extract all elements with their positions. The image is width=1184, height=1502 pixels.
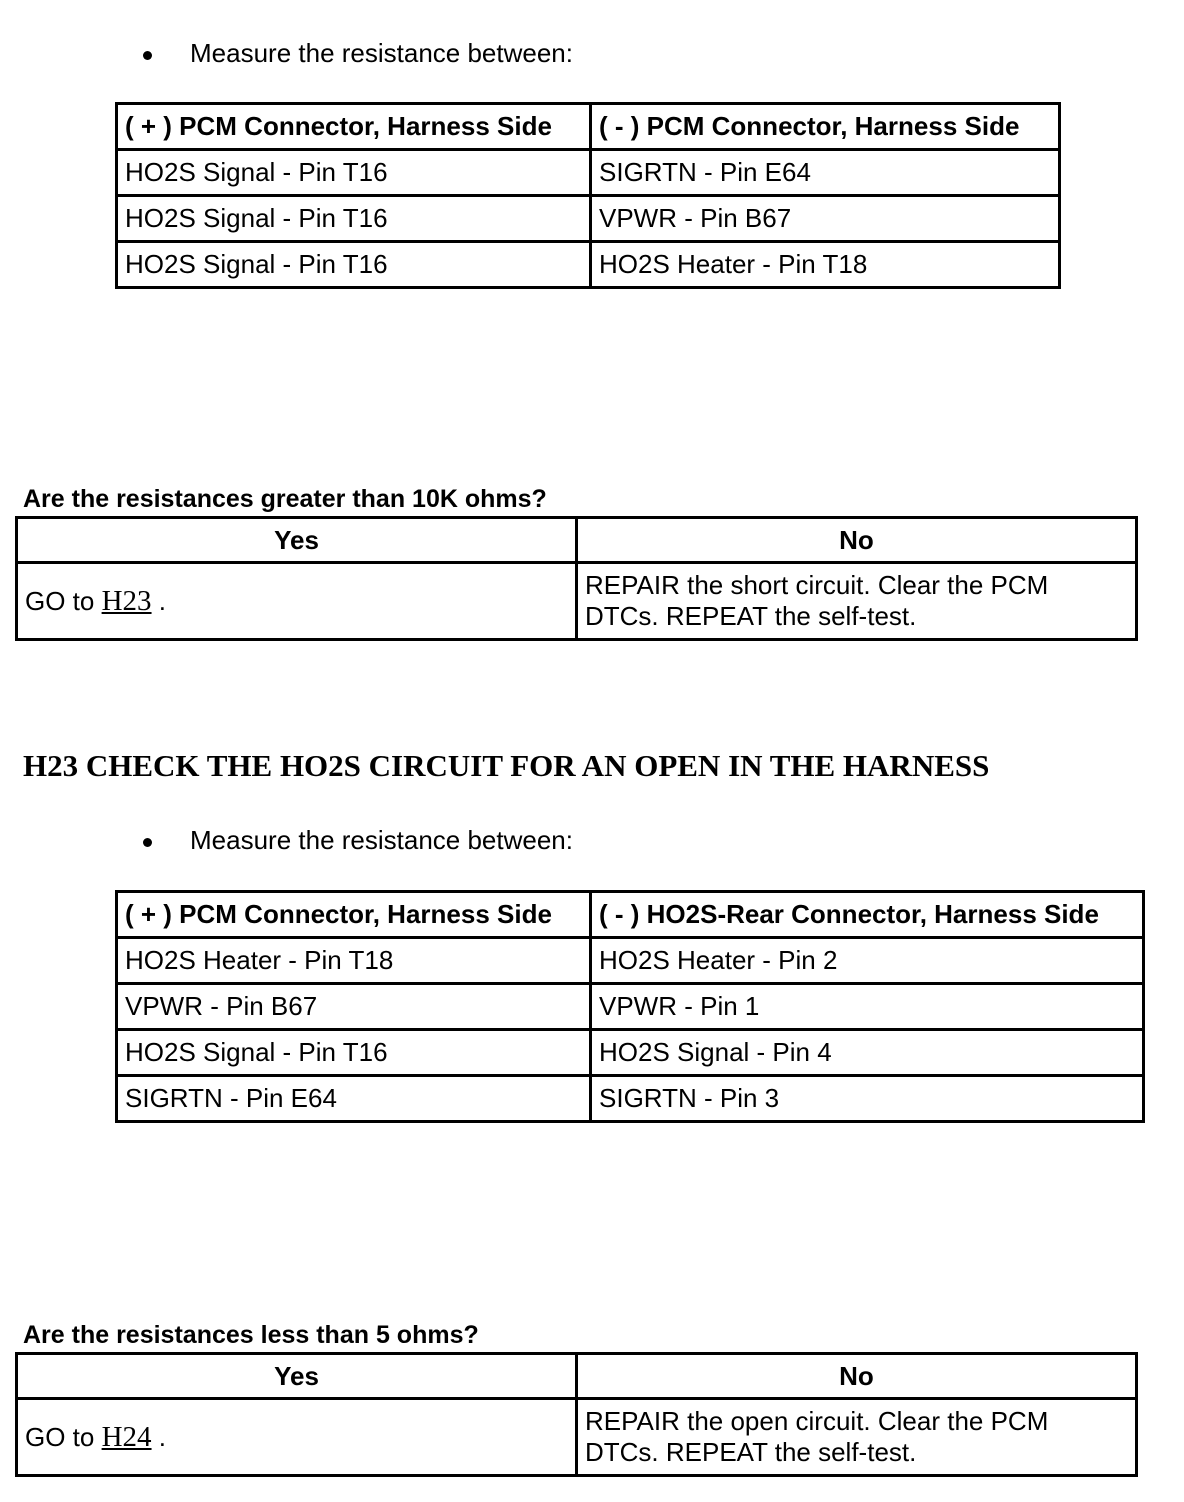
table-cell: HO2S Signal - Pin T16: [117, 150, 591, 196]
column-header: ( + ) PCM Connector, Harness Side: [117, 104, 591, 150]
column-header: ( - ) HO2S-Rear Connector, Harness Side: [591, 892, 1144, 938]
bullet-dot: [143, 838, 152, 847]
yes-prefix: GO to: [25, 585, 95, 616]
question-text: Are the resistances less than 5 ohms?: [23, 1321, 479, 1349]
instruction-text: Measure the resistance between:: [190, 825, 573, 855]
table-row: [117, 984, 1144, 1030]
no-header: No: [577, 1354, 1137, 1399]
answer-table-2: [15, 1352, 1138, 1477]
table-header-row: [117, 104, 1060, 150]
table-row: [117, 196, 1060, 242]
table-cell: HO2S Signal - Pin 4: [591, 1030, 1144, 1076]
yes-suffix: .: [158, 1421, 167, 1452]
yes-header: Yes: [17, 518, 577, 563]
no-header: No: [577, 518, 1137, 563]
table-row: [17, 563, 1137, 640]
yes-cell: [17, 563, 577, 640]
instruction-text: Measure the resistance between:: [190, 38, 573, 68]
table-header-row: [117, 892, 1144, 938]
table-cell: SIGRTN - Pin E64: [117, 1076, 591, 1122]
table-cell: HO2S Heater - Pin T18: [591, 242, 1060, 288]
no-cell: REPAIR the open circuit. Clear the PCM DTCs. REPEAT the self-test.: [577, 1399, 1137, 1476]
table-row: [117, 1030, 1144, 1076]
no-cell: REPAIR the short circuit. Clear the PCM DTCs. REPEAT the self-test.: [577, 563, 1137, 640]
table-row: [17, 1399, 1137, 1476]
section-heading: H23 CHECK THE HO2S CIRCUIT FOR AN OPEN IN THE HARNESS: [23, 748, 990, 783]
measurement-table-2: [115, 890, 1145, 1123]
answer-table-1: [15, 516, 1138, 641]
bullet-dot: [143, 51, 152, 60]
table-cell: VPWR - Pin B67: [117, 984, 591, 1030]
column-header: ( + ) PCM Connector, Harness Side: [117, 892, 591, 938]
table-header-row: [17, 1354, 1137, 1399]
table-cell: HO2S Signal - Pin T16: [117, 196, 591, 242]
table-row: [117, 1076, 1144, 1122]
yes-cell: [17, 1399, 577, 1476]
yes-header: Yes: [17, 1354, 577, 1399]
table-cell: VPWR - Pin 1: [591, 984, 1144, 1030]
link-h24[interactable]: H24: [101, 1420, 152, 1453]
column-header: ( - ) PCM Connector, Harness Side: [591, 104, 1060, 150]
question-text: Are the resistances greater than 10K ohms?: [23, 485, 547, 513]
table-cell: HO2S Heater - Pin 2: [591, 938, 1144, 984]
link-h23[interactable]: H23: [101, 584, 152, 617]
table-row: [117, 150, 1060, 196]
table-cell: HO2S Signal - Pin T16: [117, 1030, 591, 1076]
measurement-table-1: [115, 102, 1061, 289]
table-header-row: [17, 518, 1137, 563]
yes-prefix: GO to: [25, 1421, 95, 1452]
table-cell: HO2S Heater - Pin T18: [117, 938, 591, 984]
table-cell: VPWR - Pin B67: [591, 196, 1060, 242]
table-row: [117, 242, 1060, 288]
table-cell: HO2S Signal - Pin T16: [117, 242, 591, 288]
yes-suffix: .: [158, 585, 167, 616]
table-cell: SIGRTN - Pin 3: [591, 1076, 1144, 1122]
table-row: [117, 938, 1144, 984]
table-cell: SIGRTN - Pin E64: [591, 150, 1060, 196]
